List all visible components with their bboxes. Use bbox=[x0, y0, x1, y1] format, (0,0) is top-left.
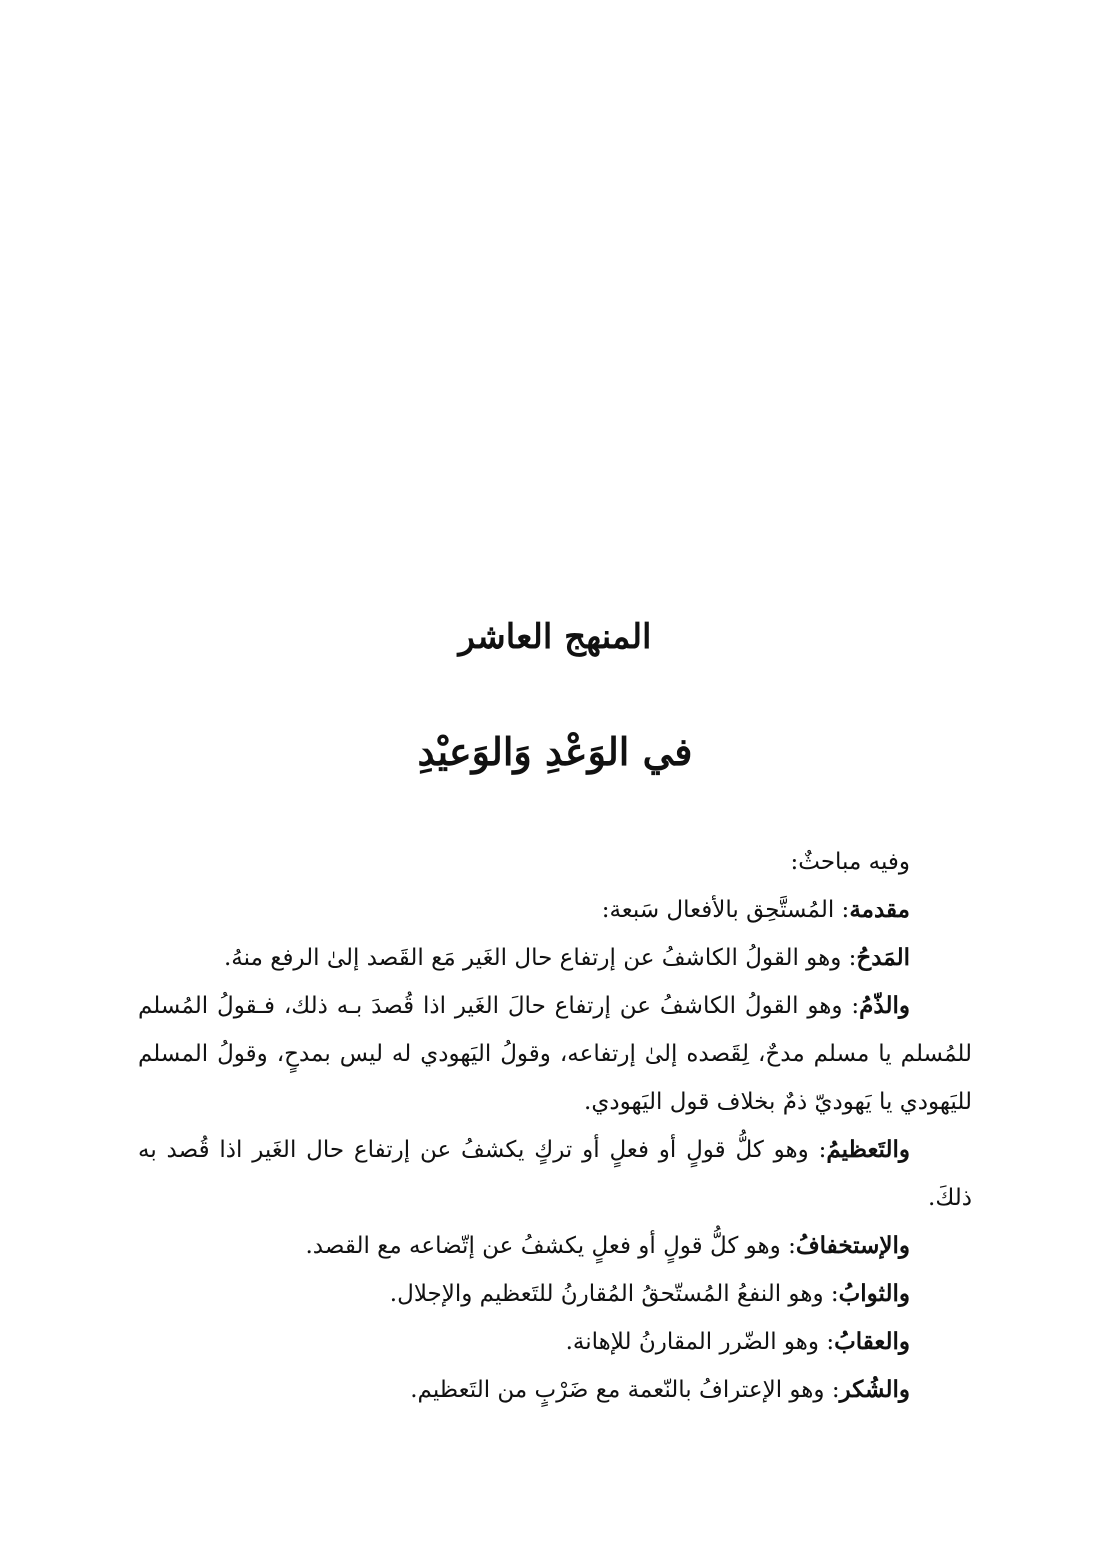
definition-dhamm bbox=[138, 982, 972, 1126]
definition-term: والشُكر bbox=[839, 1376, 910, 1403]
definition-madh bbox=[138, 934, 972, 982]
definition-tazim bbox=[138, 1126, 972, 1222]
definition-term: والذّمُ bbox=[859, 992, 910, 1019]
definition-text: : وهو كلُّ قولٍ أو فعلٍ يكشفُ عن إتّضاعه مع القصد. bbox=[305, 1233, 796, 1259]
definition-term: والثوابُ bbox=[838, 1280, 910, 1307]
definition-text: : وهو كلُّ قولٍ أو فعلٍ أو تركٍ يكشفُ عن إرتفاع حال الغَير اذا قُصد به ذلكَ. bbox=[138, 1137, 972, 1211]
contains-line: وفيه مباحثٌ: bbox=[790, 849, 910, 875]
definition-term: والعقابُ bbox=[834, 1328, 910, 1355]
definition-text: : وهو القولُ الكاشفُ عن إرتفاع حالَ الغَير اذا قُصدَ بـه ذلك، فـقولُ المُسلم للمُسلم يا مسلم مدحٌ، لِقَصده إلىٰ إرتفاعه، وقولُ اليَهودي له ليس بمدحٍ، وقولُ المسلم لليَهودي يا يَهوديّ ذمٌ بخلاف قول اليَهودي. bbox=[138, 993, 972, 1115]
definition-term: والتَعظيمُ bbox=[826, 1136, 910, 1163]
definition-term: والإستخفافُ bbox=[795, 1232, 910, 1259]
definition-text: : وهو الإعترافُ بالنّعمة مع ضَرْبٍ من التَعظيم. bbox=[410, 1377, 840, 1403]
definition-text: : المُستَّحِق بالأفعال سَبعة: bbox=[601, 897, 850, 923]
muqaddima-paragraph bbox=[138, 886, 972, 934]
definition-text: : وهو النفعُ المُستّحقُ المُقارنُ للتَعظيم والإجلال. bbox=[389, 1281, 839, 1307]
definition-shukr bbox=[138, 1366, 972, 1414]
definition-text: : وهو القولُ الكاشفُ عن إرتفاع حال الغَير مَع القَصد إلىٰ الرفع منهُ. bbox=[223, 945, 857, 971]
chapter-subtitle: في الوَعْدِ وَالوَعيْدِ bbox=[417, 729, 693, 774]
definition-iqab bbox=[138, 1318, 972, 1366]
definition-term: مقدمة bbox=[849, 896, 910, 923]
body-text bbox=[138, 838, 972, 1414]
definition-thawab bbox=[138, 1270, 972, 1318]
definition-istikhfaf bbox=[138, 1222, 972, 1270]
chapter-title: المنهج العاشر bbox=[458, 617, 652, 657]
definition-text: : وهو الضّرر المقارنُ للإهانة. bbox=[565, 1329, 835, 1355]
definition-term: المَدحُ bbox=[856, 944, 910, 971]
